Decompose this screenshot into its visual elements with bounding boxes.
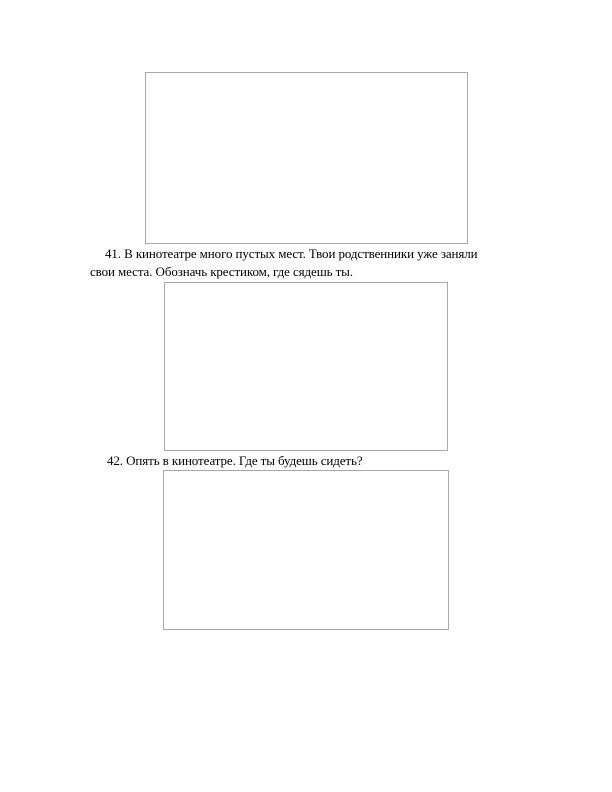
cinema-seating-image-41 [164,282,448,451]
cinema-seating-image-42 [163,470,449,630]
question-41-text-line-2: свои места. Обозначь крестиком, где сядешь ты. [90,264,353,279]
question-42-text: 42. Опять в кинотеатре. Где ты будешь сидеть? [107,453,363,468]
image-placeholder-top [145,72,468,244]
question-41-text-line-1: 41. В кинотеатре много пустых мест. Твои родственники уже заняли [105,246,478,261]
